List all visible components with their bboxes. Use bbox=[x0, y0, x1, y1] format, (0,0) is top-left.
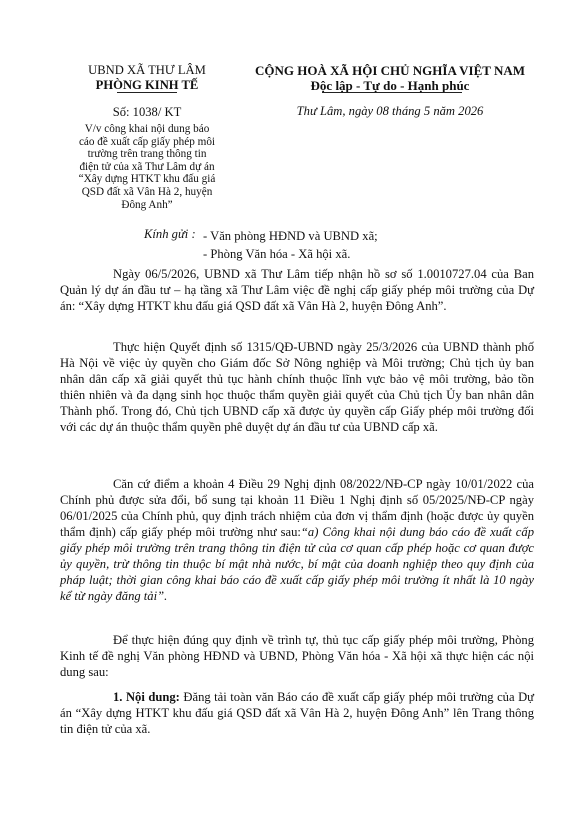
content-item-text: Đăng tải toàn văn Báo cáo đề xuất cấp giấy phép môi trường của Dự án “Xây dựng HTKT khu đấu giá QSD đất xã Vân Hà 2, huyện Đông Anh” lên Trang thông tin điện tử của xã. bbox=[60, 690, 534, 736]
recipient-item: - Văn phòng HĐND và UBND xã; bbox=[203, 229, 378, 243]
national-header bbox=[250, 63, 530, 93]
national-motto: Độc lập - Tự do - Hạnh phúc bbox=[310, 78, 470, 93]
agency-parent: UBND XÃ THƯ LÂM bbox=[88, 63, 206, 77]
legal-quote: “a) Công khai nội dung báo cáo đề xuất cấp giấy phép môi trường trên trang thông tin điện tử của cơ quan cấp phép hoặc cơ quan được ủy quyền, trừ thông tin thuộc bí mật nhà nước, bí mật của doanh nghiệp theo quy định của pháp luật; thời gian công khai báo cáo đề xuất cấp giấy phép môi trường ít nhất là 10 ngày kể từ ngày đăng tải”. bbox=[60, 525, 534, 603]
issuing-agency bbox=[66, 63, 228, 93]
recipients-label: Kính gửi : bbox=[144, 227, 196, 241]
document-subject: V/v công khai nội dung báo cáo đề xuất cấp giấy phép môi trường trên trang thông tin điện tử của xã Thư Lâm dự án “Xây dựng HTKT khu đấu giá QSD đất xã Vân Hà 2, huyện Đông Anh” bbox=[78, 123, 216, 211]
agency-underline bbox=[117, 92, 177, 93]
agency-name: PHÒNG KINH TẾ bbox=[95, 78, 199, 92]
motto-underline bbox=[322, 92, 462, 93]
recipient-item: - Phòng Văn hóa - Xã hội xã. bbox=[203, 247, 351, 261]
document-number: Số: 1038/ KT bbox=[112, 105, 182, 119]
paragraph-request: Để thực hiện đúng quy định về trình tự, thủ tục cấp giấy phép môi trường, Phòng Kinh tế đề nghị Văn phòng HĐND và UBND, Phòng Văn hóa - Xã hội xã thực hiện các nội dung sau: bbox=[60, 633, 534, 679]
national-title: CỘNG HOÀ XÃ HỘI CHỦ NGHĨA VIỆT NAM bbox=[254, 63, 526, 78]
paragraph-content-item bbox=[60, 689, 534, 737]
legal-basis-text: Căn cứ điểm a khoản 4 Điều 29 Nghị định 08/2022/NĐ-CP ngày 10/01/2022 của Chính phủ được sửa đổi, bổ sung tại khoản 11 Điều 1 Nghị định số 05/2025/NĐ-CP ngày 06/01/2025 của Chính phủ, quy định trách nhiệm của đơn vị thẩm định (hoặc được ủy quyền thẩm định) cấp giấy phép môi trường như sau: bbox=[60, 477, 534, 539]
paragraph-legal-basis bbox=[60, 476, 534, 604]
document-date: Thư Lâm, ngày 08 tháng 5 năm 2026 bbox=[296, 104, 484, 118]
paragraph-receipt: Ngày 06/5/2026, UBND xã Thư Lâm tiếp nhận hồ sơ số 1.0010727.04 của Ban Quản lý dự án đầu tư – hạ tầng xã Thư Lâm việc đề nghị cấp giấy phép môi trường của Dự án: “Xây dựng HTKT khu đấu giá QSD đất xã Vân Hà 2, huyện Đông Anh”. bbox=[60, 267, 534, 313]
recipients-list bbox=[203, 227, 378, 263]
paragraph-authorization: Thực hiện Quyết định số 1315/QĐ-UBND ngày 25/3/2026 của UBND thành phố Hà Nội về việc ủy quyền cho Giám đốc Sở Nông nghiệp và Môi trường; Chủ tịch ủy ban nhân dân cấp xã giải quyết thủ tục hành chính thuộc lĩnh vực bảo vệ môi trường, bảo tồn thiên nhiên và đa dạng sinh học thuộc thẩm quyền giải quyết của Chủ tịch Ủy ban nhân dân Thành phố. Trong đó, Chủ tịch UBND cấp xã được ủy quyền cấp Giấy phép môi trường đối với các dự án thuộc thẩm quyền phê duyệt dự án đầu tư của UBND cấp xã. bbox=[60, 340, 534, 434]
content-item-heading: 1. Nội dung: bbox=[113, 690, 180, 704]
